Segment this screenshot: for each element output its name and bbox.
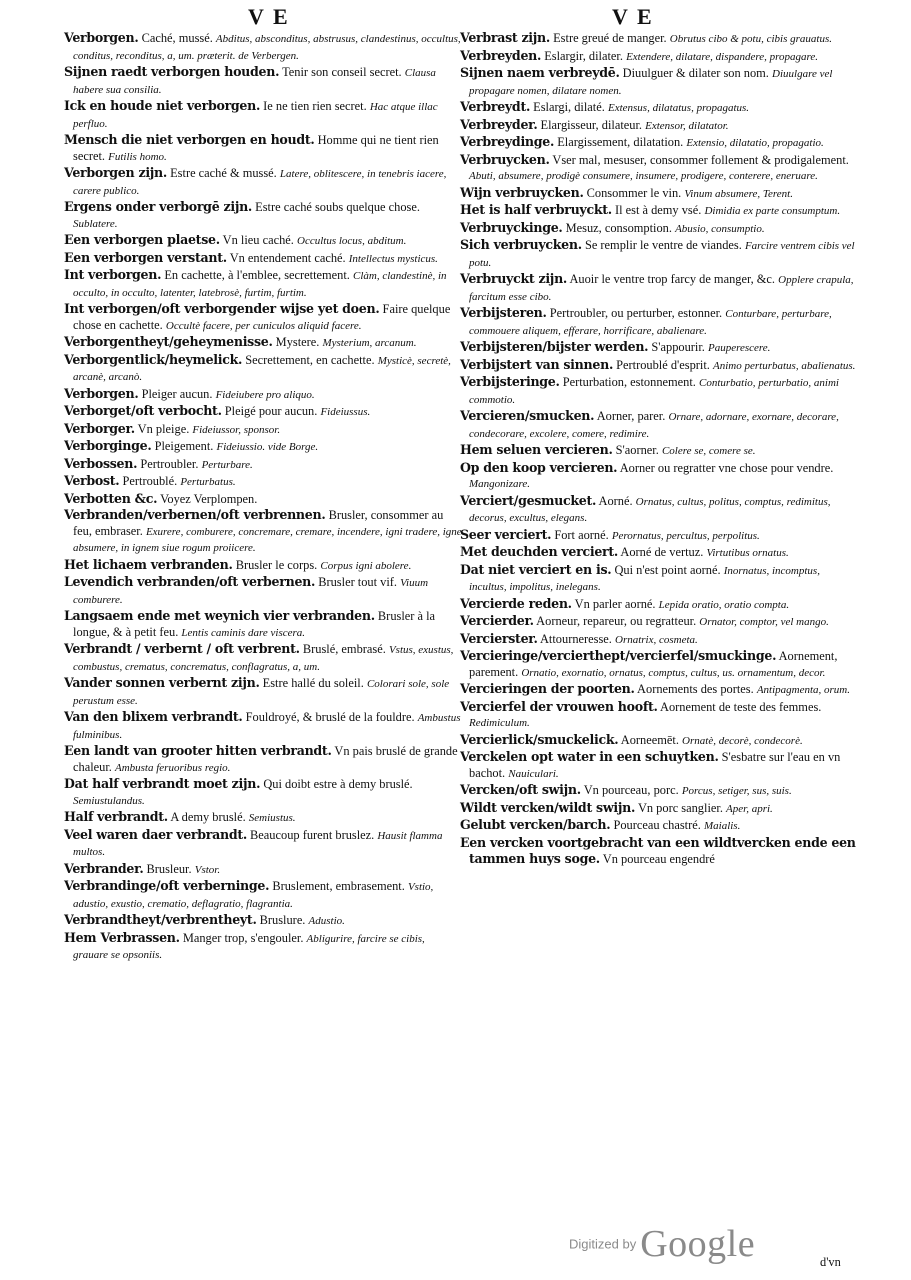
headword: Vercierde reden.	[460, 595, 572, 611]
dictionary-entry	[64, 641, 462, 675]
french-definition: Ie ne tien rien secret.	[263, 99, 367, 113]
french-definition: Estre greué de manger.	[553, 31, 667, 45]
french-definition: Pourceau chastré.	[613, 818, 701, 832]
dictionary-entry	[460, 357, 858, 375]
french-definition: Aornements des portes.	[637, 682, 754, 696]
french-definition: Attourneresse.	[539, 631, 612, 646]
dictionary-entry	[460, 782, 858, 800]
headword: Verbossen.	[64, 455, 138, 471]
headword: Verbruycken.	[460, 151, 550, 167]
google-watermark	[569, 1222, 755, 1266]
latin-equivalent: Inornatus, incomptus, incultus, impolitus, inelegans.	[469, 564, 820, 593]
headword: Verckelen opt water in een schuytken.	[460, 749, 719, 764]
french-definition: Mesuz, consomption.	[565, 220, 672, 235]
french-definition: Aorneemēt.	[620, 732, 679, 747]
latin-equivalent: Conturbatio, perturbatio, animi commotio.	[469, 377, 839, 406]
french-definition: Perturbation, estonnement.	[562, 375, 696, 389]
headword: Verbotten &c.	[64, 490, 158, 506]
headword: Verbijstert van sinnen.	[460, 356, 614, 372]
latin-equivalent: Occultè facere, per cuniculos aliquid facere.	[165, 319, 362, 332]
french-definition: Faire quelque chose en cachette.	[73, 302, 451, 332]
latin-equivalent: Mysticè, secretè, arcanè, arcanò.	[73, 354, 451, 383]
latin-equivalent: Hac atque illac perfluo.	[73, 101, 438, 130]
dictionary-entry	[460, 339, 858, 357]
french-definition: Vn porc sanglier.	[637, 800, 723, 815]
running-head-left: V E	[248, 4, 290, 29]
latin-equivalent: Pauperescere.	[708, 342, 771, 354]
headword: Hem Verbrassen.	[64, 929, 180, 945]
dictionary-entry	[64, 352, 462, 386]
latin-equivalent: Abligurire, farcire se cibis, grauare se opsoniis.	[73, 932, 425, 961]
dictionary-entry	[460, 596, 858, 614]
headword: Verbijsteringe.	[460, 374, 560, 389]
dictionary-entry	[64, 608, 462, 641]
french-definition: Vn entendement caché.	[229, 250, 346, 265]
watermark-prefix: Digitized by	[569, 1236, 637, 1252]
latin-equivalent: Ambusta feruoribus regio.	[114, 761, 231, 774]
french-definition: Consommer le vin.	[586, 185, 682, 200]
dictionary-entry	[460, 613, 858, 631]
headword: Verbruyckinge.	[460, 219, 563, 235]
dictionary-entry	[64, 507, 462, 557]
dictionary-entry	[64, 574, 462, 608]
dictionary-entry	[64, 473, 462, 491]
dictionary-entry	[64, 250, 462, 268]
latin-equivalent: Vinum absumere, Terent.	[684, 187, 793, 200]
french-definition: Homme qui ne tient rien secret.	[73, 133, 439, 163]
dictionary-entry	[460, 65, 858, 99]
latin-equivalent: Viuum comburere.	[73, 577, 429, 606]
latin-equivalent: Exurere, comburere, concremare, cremare, incendere, igni tradere, igne absumere, in ignem siue rogum proiicere.	[73, 525, 462, 554]
headword: Met deuchden verciert.	[460, 544, 618, 559]
headword: Een verborgen plaetse.	[64, 232, 220, 247]
french-definition: Vn lieu caché.	[222, 233, 294, 247]
headword: Het lichaem verbranden.	[64, 556, 233, 572]
dictionary-entry	[460, 835, 858, 868]
french-definition: Aorner ou regratter vne chose pour vendre.	[619, 460, 834, 475]
dictionary-entry	[460, 493, 858, 527]
french-definition: Tenir son conseil secret.	[282, 65, 402, 79]
french-definition: Bruslé, embrasé.	[302, 642, 386, 656]
french-definition: Eslargir, dilater.	[544, 48, 623, 63]
dictionary-entry	[64, 64, 462, 98]
latin-equivalent: Vstio, adustio, exustio, crematio, deflagratio, flagrantia.	[73, 881, 434, 910]
latin-equivalent: Obrutus cibo & potu, cibis grauatus.	[669, 33, 833, 45]
latin-equivalent: Ornare, adornare, exornare, decorare, condecorare, excolere, comere, redimire.	[469, 411, 839, 440]
latin-equivalent: Vstor.	[194, 863, 221, 876]
latin-equivalent: Extensor, dilatator.	[645, 119, 729, 132]
headword: Half verbrandt.	[64, 809, 168, 824]
french-definition: S'aorner.	[615, 443, 659, 457]
dictionary-entry	[64, 386, 462, 404]
dictionary-entry	[64, 827, 462, 861]
headword: Verborgen.	[64, 30, 139, 45]
dictionary-entry	[460, 374, 858, 408]
dictionary-entry	[64, 199, 462, 232]
latin-equivalent: Opplere crapula, farcitum esse cibo.	[469, 274, 854, 303]
french-definition: Qui n'est point aorné.	[614, 562, 721, 577]
dictionary-entry	[460, 185, 858, 203]
latin-equivalent: Extensio, dilatatio, propagatio.	[686, 137, 824, 149]
headword: Gelubt vercken/barch.	[460, 817, 611, 832]
headword: Verbrandt / verbernt / oft verbrent.	[64, 641, 300, 656]
latin-equivalent: Porcus, setiger, sus, suis.	[681, 785, 792, 797]
running-head-right: V E	[612, 4, 654, 29]
latin-equivalent: Mysterium, arcanum.	[322, 337, 417, 349]
french-definition: Diuulguer & dilater son nom.	[622, 66, 769, 80]
google-logo: Google	[640, 1223, 756, 1265]
latin-equivalent: Dimidia ex parte consumptum.	[704, 205, 841, 217]
dictionary-entry	[64, 232, 462, 250]
french-definition: Brusler tout vif.	[318, 575, 398, 589]
dictionary-entry	[64, 878, 462, 912]
latin-equivalent: Vstus, exustus, combustus, crematus, concrematus, conflagratus, a, um.	[73, 644, 454, 673]
dictionary-entry	[64, 334, 462, 352]
french-definition: Aornement de teste des femmes.	[660, 699, 822, 714]
latin-equivalent: Fideiubere pro aliquo.	[215, 388, 315, 401]
latin-equivalent: Semiustulandus.	[73, 794, 145, 807]
latin-equivalent: Aper, apri.	[726, 802, 773, 815]
dictionary-entry	[460, 271, 858, 305]
dictionary-entry	[460, 237, 858, 271]
headword: Verbreydt.	[460, 99, 531, 114]
headword: Veel waren daer verbrandt.	[64, 826, 247, 842]
dictionary-entry	[64, 491, 462, 508]
latin-equivalent: Corpus igni abolere.	[320, 559, 412, 572]
headword: Vercierder.	[460, 613, 534, 628]
dictionary-entry	[64, 743, 462, 776]
french-definition: Elargisseur, dilateur.	[540, 117, 643, 132]
headword: Sijnen raedt verborgen houden.	[64, 64, 280, 79]
french-definition: Fort aorné.	[554, 527, 609, 542]
french-definition: A demy bruslé.	[170, 810, 246, 824]
headword: Een landt van grooter hitten verbrandt.	[64, 743, 332, 758]
latin-equivalent: Perornatus, percultus, perpolitus.	[611, 529, 760, 542]
dictionary-entry	[460, 134, 858, 152]
latin-equivalent: Sublatere.	[73, 217, 118, 230]
headword: Ergens onder verborgē zijn.	[64, 199, 253, 214]
french-definition: Pertroublé.	[122, 474, 178, 488]
headword: Verciert/gesmucket.	[460, 492, 597, 508]
latin-equivalent: Ornatrix, cosmeta.	[615, 633, 698, 646]
headword: Verbost.	[64, 473, 120, 488]
french-definition: Voyez Verplompen.	[160, 491, 258, 506]
headword: Verbrast zijn.	[460, 30, 550, 45]
french-definition: Pertroublé d'esprit.	[616, 357, 710, 372]
headword: Wijn verbruycken.	[460, 184, 584, 200]
latin-equivalent: Clàm, clandestinè, in occulto, in occulto, latenter, latebrosè, furtim, furtim.	[73, 270, 447, 299]
french-definition: Brusler à la longue, & à petit feu.	[73, 609, 436, 639]
dictionary-entry	[64, 456, 462, 474]
dictionary-entry	[64, 912, 462, 930]
latin-equivalent: Farcire ventrem cibis vel potu.	[469, 240, 855, 269]
headword: Verbreydinge.	[460, 134, 555, 149]
dictionary-entry	[460, 202, 858, 220]
headword: Verborger.	[64, 420, 135, 436]
latin-equivalent: Nauiculari.	[508, 767, 559, 780]
french-definition: Secrettement, en cachette.	[245, 352, 375, 367]
dictionary-entry	[460, 152, 858, 185]
french-definition: Vn parler aorné.	[574, 596, 656, 611]
dictionary-entry	[64, 809, 462, 827]
headword: Vercierfel der vrouwen hooft.	[460, 698, 658, 714]
dictionary-entry	[64, 403, 462, 421]
headword: Sijnen naem verbreydē.	[460, 65, 620, 80]
french-definition: Vn pourceau, porc.	[583, 783, 679, 797]
french-definition: Vn pais bruslé de grande chaleur.	[73, 744, 458, 774]
dictionary-entry	[460, 30, 858, 48]
latin-equivalent: Abusio, consumptio.	[675, 222, 765, 235]
right-column	[460, 30, 858, 868]
dictionary-entry	[460, 699, 858, 732]
headword: Dat half verbrandt moet zijn.	[64, 776, 261, 791]
french-definition: Qui doibt estre à demy bruslé.	[263, 777, 413, 791]
headword: Het is half verbruyckt.	[460, 202, 612, 217]
headword: Vercieringe/vercierthept/vercierfel/smuckinge.	[460, 648, 777, 663]
headword: Vercken/oft swijn.	[460, 782, 581, 797]
headword: Langsaem ende met weynich vier verbranden.	[64, 608, 375, 623]
latin-equivalent: Semiustus.	[248, 812, 296, 824]
latin-equivalent: Diuulgare vel propagare nomen, dilatare nomen.	[469, 68, 833, 97]
french-definition: Brusleur.	[146, 861, 192, 876]
headword: Verborginge.	[64, 438, 152, 453]
headword: Verborgentlick/heymelick.	[64, 351, 243, 367]
latin-equivalent: Animo perturbatus, abalienatus.	[713, 359, 856, 372]
latin-equivalent: Hausit flamma multos.	[73, 829, 443, 858]
french-definition: Elargissement, dilatation.	[557, 135, 684, 149]
french-definition: Estre caché & mussé.	[170, 166, 277, 180]
dictionary-entry	[460, 408, 858, 442]
headword: Vercieringen der poorten.	[460, 681, 635, 696]
latin-equivalent: Latere, oblitescere, in tenebris iacere, carere publico.	[73, 168, 447, 197]
french-definition: Il est à demy vsé.	[614, 203, 702, 217]
dictionary-entry	[460, 648, 858, 681]
french-definition: S'appourir.	[651, 340, 705, 354]
latin-equivalent: Fideiussus.	[320, 406, 371, 418]
latin-equivalent: Intellectus mysticus.	[348, 252, 438, 265]
french-definition: Vser mal, mesuser, consommer follement & prodigalement.	[552, 152, 849, 167]
dictionary-entry	[460, 305, 858, 339]
headword: Vercierster.	[460, 630, 538, 646]
latin-equivalent: Colere se, comere se.	[661, 445, 756, 457]
headword: Van den blixem verbrandt.	[64, 709, 243, 724]
dictionary-entry	[64, 861, 462, 879]
dictionary-entry	[460, 527, 858, 545]
headword: Dat niet verciert en is.	[460, 561, 612, 577]
dictionary-entry	[64, 557, 462, 575]
latin-equivalent: Virtutibus ornatus.	[706, 547, 789, 559]
headword: Hem seluen vercieren.	[460, 442, 613, 457]
latin-equivalent: Adustio.	[308, 915, 345, 927]
headword: Verbranden/verbernen/oft verbrennen.	[64, 507, 326, 522]
headword: Verborgen zijn.	[64, 165, 167, 180]
latin-equivalent: Ornator, comptor, vel mango.	[699, 616, 829, 628]
french-definition: Se remplir le ventre de viandes.	[584, 238, 742, 252]
french-definition: Aorné de vertuz.	[620, 545, 704, 559]
headword: Int verborgen/oft verborgender wijse yet doen.	[64, 301, 380, 316]
dictionary-entry	[460, 562, 858, 596]
latin-equivalent: Ornatè, decorè, condecorè.	[682, 734, 803, 747]
dictionary-entry	[64, 30, 462, 64]
headword: Vander sonnen verbernt zijn.	[64, 675, 260, 690]
headword: Verborgen.	[64, 385, 139, 401]
french-definition: Pertroubler, ou perturber, estonner.	[549, 306, 723, 320]
headword: Ick en houde niet verborgen.	[64, 98, 261, 113]
dictionary-entry	[460, 681, 858, 699]
dictionary-entry	[64, 132, 462, 165]
headword: Vercieren/smucken.	[460, 408, 595, 423]
dictionary-entry	[460, 749, 858, 782]
latin-equivalent: Conturbare, perturbare, commouere aliquem, efferare, horrificare, abalienare.	[469, 308, 832, 337]
french-definition: S'esbatre sur l'eau en vn bachot.	[469, 750, 841, 780]
dictionary-entry	[460, 220, 858, 238]
latin-equivalent: Clausa habere sua consilia.	[73, 67, 436, 96]
headword: Een vercken voortgebracht van een wildtvercken ende een tammen huys soge.	[460, 834, 856, 866]
dictionary-entry	[460, 817, 858, 835]
french-definition: Aorner, parer.	[596, 409, 666, 423]
latin-equivalent: Mangonizare.	[469, 478, 531, 490]
headword: Verbreyder.	[460, 116, 538, 132]
dictionary-entry	[64, 165, 462, 199]
dictionary-entry	[64, 930, 462, 964]
dictionary-entry	[64, 421, 462, 439]
french-definition: Caché, mussé.	[141, 31, 213, 45]
headword: Levendich verbranden/oft verbernen.	[64, 574, 316, 589]
dictionary-entry	[64, 709, 462, 743]
headword: Verbijsteren/bijster werden.	[460, 339, 649, 354]
dictionary-entry	[460, 99, 858, 117]
french-definition: Fouldroyé, & bruslé de la fouldre.	[245, 710, 415, 724]
latin-equivalent: Fideiussio. vide Borge.	[216, 441, 319, 453]
latin-equivalent: Occultus locus, abditum.	[297, 235, 407, 247]
latin-equivalent: Ornatus, cultus, politus, comptus, redimitus, decorus, excultus, elegans.	[469, 495, 831, 524]
headword: Wildt vercken/wildt swijn.	[460, 799, 636, 815]
french-definition: Pleiger aucun.	[141, 386, 213, 401]
dictionary-entry	[460, 460, 858, 493]
french-definition: Aornement, parement.	[469, 649, 838, 679]
headword: Een verborgen verstant.	[64, 249, 227, 265]
dictionary-entry	[460, 117, 858, 135]
french-definition: Beaucoup furent bruslez.	[250, 827, 375, 842]
latin-equivalent: Ornatio, exornatio, ornatus, comptus, cultus, us. ornamentum, decor.	[521, 666, 826, 679]
french-definition: Vn pleige.	[137, 421, 190, 436]
latin-equivalent: Lepida oratio, oratio compta.	[658, 598, 790, 611]
headword: Verbreyden.	[460, 47, 542, 63]
latin-equivalent: Futilis homo.	[108, 150, 167, 163]
latin-equivalent: Abditus, absconditus, abstrusus, clandestinus, occultus, conditus, reconditus, a, um. præterit. de Verbergen.	[73, 33, 461, 62]
dictionary-entry	[460, 631, 858, 649]
french-definition: Aorneur, repareur, ou regratteur.	[536, 614, 697, 628]
dictionary-entry	[460, 800, 858, 818]
dictionary-entry	[460, 544, 858, 562]
french-definition: Pleigement.	[154, 439, 214, 453]
headword: Verbrander.	[64, 860, 144, 876]
french-definition: En cachette, à l'emblee, secrettement.	[164, 268, 350, 282]
french-definition: Mystere.	[275, 335, 320, 349]
dictionary-entry	[64, 438, 462, 456]
french-definition: Vn pourceau engendré	[602, 852, 715, 866]
latin-equivalent: Antipagmenta, orum.	[756, 684, 851, 696]
left-column	[64, 30, 462, 964]
french-definition: Manger trop, s'engouler.	[182, 930, 304, 945]
latin-equivalent: Redimiculum.	[469, 717, 530, 729]
dictionary-entry	[460, 48, 858, 66]
headword: Sich verbruycken.	[460, 237, 582, 252]
headword: Verbijsteren.	[460, 305, 547, 320]
french-definition: Eslargi, dilaté.	[533, 100, 605, 114]
latin-equivalent: Maialis.	[703, 820, 741, 832]
french-definition: Estre caché soubs quelque chose.	[255, 200, 420, 214]
latin-equivalent: Fideiussor, sponsor.	[192, 423, 281, 436]
headword: Op den koop vercieren.	[460, 459, 618, 475]
french-definition: Pleigé pour aucun.	[224, 404, 318, 418]
french-definition: Auoir le ventre trop farcy de manger, &c.	[569, 272, 776, 286]
latin-equivalent: Colorari sole, sole perustum esse.	[73, 678, 450, 707]
headword: Mensch die niet verborgen en houdt.	[64, 132, 315, 147]
headword: Seer verciert.	[460, 526, 552, 542]
dictionary-entry	[64, 776, 462, 809]
latin-equivalent: Perturbare.	[201, 458, 253, 471]
latin-equivalent: Abuti, absumere, prodigè consumere, insumere, prodigere, conterere, eneruare.	[469, 170, 818, 182]
catchword: d'vn	[820, 1255, 841, 1269]
latin-equivalent: Lentis caminis dare viscera.	[181, 626, 306, 639]
french-definition: Estre hallé du soleil.	[262, 676, 364, 690]
latin-equivalent: Extendere, dilatare, dispandere, propagare.	[626, 50, 819, 63]
headword: Vercierlick/smuckelick.	[460, 731, 619, 747]
french-definition: Brusler le corps.	[235, 557, 318, 572]
latin-equivalent: Extensus, dilatatus, propagatus.	[607, 102, 750, 114]
dictionary-entry	[460, 442, 858, 460]
dictionary-entry	[64, 675, 462, 709]
french-definition: Bruslement, embrasement.	[272, 879, 405, 893]
latin-equivalent: Perturbatus.	[180, 476, 236, 488]
latin-equivalent: Ambustus fulminibus.	[73, 712, 461, 741]
headword: Int verborgen.	[64, 267, 162, 282]
headword: Verbrandinge/oft verberninge.	[64, 878, 270, 893]
french-definition: Aorné.	[598, 493, 633, 508]
headword: Verborget/oft verbocht.	[64, 403, 222, 418]
headword: Verbruyckt zijn.	[460, 271, 568, 286]
dictionary-entry	[64, 301, 462, 334]
dictionary-entry	[460, 732, 858, 750]
dictionary-entry	[64, 267, 462, 301]
dictionary-entry	[64, 98, 462, 132]
french-definition: Pertroubler.	[140, 456, 199, 471]
french-definition: Brusler, consommer au feu, embraser.	[73, 508, 444, 538]
headword: Verborgentheyt/geheymenisse.	[64, 334, 273, 349]
french-definition: Bruslure.	[259, 913, 306, 927]
headword: Verbrandtheyt/verbrentheyt.	[64, 912, 257, 927]
